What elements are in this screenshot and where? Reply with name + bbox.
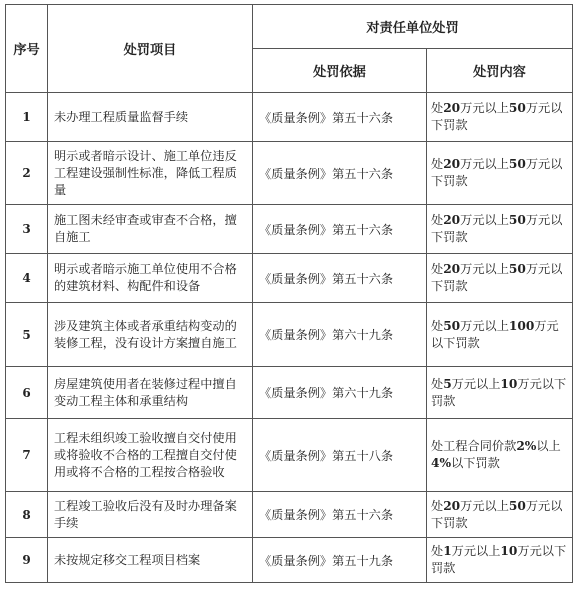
amount-min: 20	[443, 498, 461, 513]
penalty-basis: 《质量条例》第六十九条	[253, 303, 427, 367]
content-middle: 以上	[536, 439, 561, 453]
table-row	[6, 142, 573, 205]
penalty-content	[427, 303, 573, 367]
penalty-basis: 《质量条例》第六十九条	[253, 367, 427, 419]
penalty-basis: 《质量条例》第五十九条	[253, 538, 427, 583]
table-body	[6, 93, 573, 583]
row-number: 5	[6, 303, 48, 367]
content-prefix: 处	[431, 376, 444, 391]
amount-min: 20	[443, 262, 461, 276]
amount-min: 50	[443, 318, 461, 333]
content-middle: 万元以上	[460, 318, 509, 333]
penalty-content	[427, 419, 573, 492]
content-middle: 万元以上	[460, 213, 509, 227]
content-suffix: 万元以下罚款	[431, 213, 563, 244]
penalty-content	[427, 492, 573, 538]
penalty-basis: 《质量条例》第五十六条	[253, 254, 427, 303]
amount-min: 20	[443, 213, 461, 227]
amount-max: 50	[508, 262, 526, 276]
penalty-content	[427, 142, 573, 205]
amount-max: 50	[508, 213, 526, 227]
table-row	[6, 367, 573, 419]
content-prefix: 处	[431, 318, 444, 333]
amount-max: 4%	[431, 456, 452, 470]
header-item: 处罚项目	[48, 5, 253, 93]
penalty-item: 施工图未经审查或审查不合格，擅自施工	[48, 205, 253, 254]
penalty-basis: 《质量条例》第五十六条	[253, 492, 427, 538]
penalty-item: 未按规定移交工程项目档案	[48, 538, 253, 583]
penalty-item: 未办理工程质量监督手续	[48, 93, 253, 142]
header-no: 序号	[6, 5, 48, 93]
amount-min: 2%	[516, 439, 537, 453]
penalty-item: 明示或者暗示施工单位使用不合格的建筑材料、构配件和设备	[48, 254, 253, 303]
table-row	[6, 538, 573, 583]
table-row	[6, 492, 573, 538]
penalty-basis: 《质量条例》第五十八条	[253, 419, 427, 492]
amount-max: 100	[508, 318, 535, 333]
content-suffix: 万元以下罚款	[431, 262, 563, 293]
header-basis: 处罚依据	[253, 49, 427, 93]
table-row	[6, 254, 573, 303]
content-middle: 万元以上	[460, 498, 509, 513]
penalty-table	[5, 4, 573, 583]
penalty-basis: 《质量条例》第五十六条	[253, 93, 427, 142]
content-middle: 万元以上	[460, 101, 509, 115]
amount-max: 10	[500, 544, 518, 558]
row-number: 9	[6, 538, 48, 583]
table-row	[6, 303, 573, 367]
table-row	[6, 419, 573, 492]
content-prefix: 处	[431, 262, 444, 276]
row-number: 7	[6, 419, 48, 492]
penalty-content	[427, 254, 573, 303]
amount-min: 1	[443, 544, 452, 558]
content-prefix: 处	[431, 544, 444, 558]
penalty-item: 涉及建筑主体或者承重结构变动的装修工程，没有设计方案擅自施工	[48, 303, 253, 367]
content-prefix: 处	[431, 498, 444, 513]
table-row	[6, 205, 573, 254]
content-middle: 万元以上	[460, 157, 509, 171]
header-group: 对责任单位处罚	[253, 5, 573, 49]
penalty-item: 工程竣工验收后没有及时办理备案手续	[48, 492, 253, 538]
content-prefix: 处	[431, 101, 444, 115]
penalty-item: 房屋建筑使用者在装修过程中擅自变动工程主体和承重结构	[48, 367, 253, 419]
amount-min: 20	[443, 157, 461, 171]
content-suffix: 万元以下罚款	[431, 376, 567, 408]
amount-max: 50	[508, 157, 526, 171]
penalty-content	[427, 205, 573, 254]
penalty-item: 明示或者暗示设计、施工单位违反工程建设强制性标准，降低工程质量	[48, 142, 253, 205]
amount-max: 50	[508, 101, 526, 115]
header-content: 处罚内容	[427, 49, 573, 93]
row-number: 6	[6, 367, 48, 419]
row-number: 2	[6, 142, 48, 205]
content-middle: 万元以上	[451, 376, 501, 391]
content-suffix: 万元以下罚款	[431, 318, 559, 350]
content-suffix: 万元以下罚款	[431, 101, 563, 132]
content-prefix: 处	[431, 157, 444, 171]
penalty-content	[427, 538, 573, 583]
penalty-content	[427, 367, 573, 419]
row-number: 8	[6, 492, 48, 538]
content-prefix: 处	[431, 213, 444, 227]
penalty-basis: 《质量条例》第五十六条	[253, 205, 427, 254]
amount-max: 10	[500, 376, 518, 391]
amount-max: 50	[508, 498, 526, 513]
penalty-table-container	[5, 4, 572, 583]
header-row-top	[6, 5, 573, 49]
content-prefix: 处工程合同价款	[431, 439, 517, 453]
penalty-item: 工程未组织竣工验收擅自交付使用或将验收不合格的工程擅自交付使用或将不合格的工程按合格验收	[48, 419, 253, 492]
content-suffix: 万元以下罚款	[431, 498, 563, 530]
content-suffix: 万元以下罚款	[431, 544, 567, 575]
row-number: 1	[6, 93, 48, 142]
penalty-basis: 《质量条例》第五十六条	[253, 142, 427, 205]
row-number: 3	[6, 205, 48, 254]
row-number: 4	[6, 254, 48, 303]
content-middle: 万元以上	[460, 262, 509, 276]
content-middle: 万元以上	[451, 544, 501, 558]
content-suffix: 万元以下罚款	[431, 157, 563, 188]
amount-min: 5	[443, 376, 452, 391]
content-suffix: 以下罚款	[451, 456, 500, 470]
penalty-content	[427, 93, 573, 142]
amount-min: 20	[443, 101, 461, 115]
table-row	[6, 93, 573, 142]
